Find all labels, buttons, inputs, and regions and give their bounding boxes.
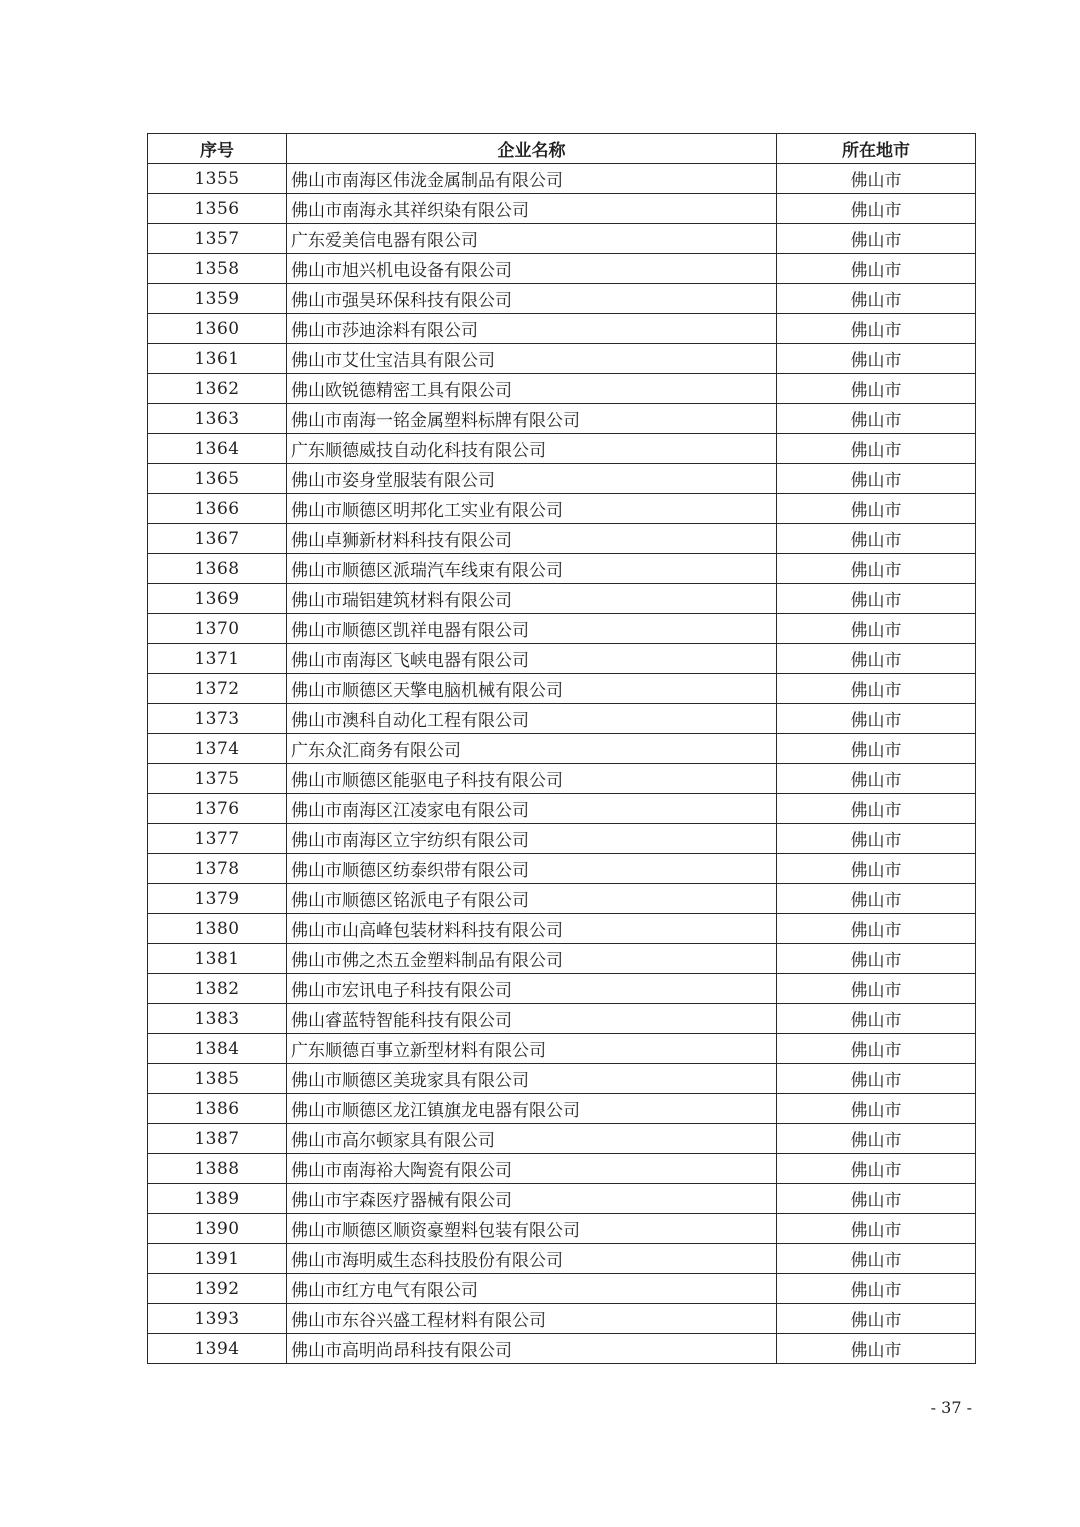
company-name-cell: 佛山市顺德区美珑家具有限公司 — [287, 1064, 777, 1094]
company-name-cell: 佛山市红方电气有限公司 — [287, 1274, 777, 1304]
city-cell: 佛山市 — [777, 1304, 976, 1334]
serial-number-cell: 1357 — [148, 224, 287, 254]
city-cell: 佛山市 — [777, 1034, 976, 1064]
city-cell: 佛山市 — [777, 1274, 976, 1304]
serial-number-cell: 1386 — [148, 1094, 287, 1124]
table-row — [148, 1184, 976, 1214]
city-cell: 佛山市 — [777, 1334, 976, 1364]
city-cell: 佛山市 — [777, 884, 976, 914]
table-row — [148, 674, 976, 704]
table-row — [148, 254, 976, 284]
serial-number-cell: 1356 — [148, 194, 287, 224]
company-name-cell: 佛山市顺德区派瑞汽车线束有限公司 — [287, 554, 777, 584]
table-row — [148, 824, 976, 854]
company-name-cell: 广东顺德百事立新型材料有限公司 — [287, 1034, 777, 1064]
serial-number-cell: 1375 — [148, 764, 287, 794]
serial-number-cell: 1364 — [148, 434, 287, 464]
serial-number-cell: 1379 — [148, 884, 287, 914]
table-row — [148, 1244, 976, 1274]
serial-number-cell: 1385 — [148, 1064, 287, 1094]
company-name-cell: 佛山市高明尚昂科技有限公司 — [287, 1334, 777, 1364]
table-row — [148, 194, 976, 224]
city-cell: 佛山市 — [777, 854, 976, 884]
company-name-cell: 佛山卓狮新材料科技有限公司 — [287, 524, 777, 554]
table-row — [148, 644, 976, 674]
serial-number-cell: 1360 — [148, 314, 287, 344]
table-row — [148, 1094, 976, 1124]
city-cell: 佛山市 — [777, 554, 976, 584]
company-name-cell: 佛山市瑞铝建筑材料有限公司 — [287, 584, 777, 614]
company-name-cell: 佛山市海明威生态科技股份有限公司 — [287, 1244, 777, 1274]
city-cell: 佛山市 — [777, 1064, 976, 1094]
company-name-cell: 广东爱美信电器有限公司 — [287, 224, 777, 254]
company-name-cell: 广东众汇商务有限公司 — [287, 734, 777, 764]
company-name-cell: 佛山市顺德区龙江镇旗龙电器有限公司 — [287, 1094, 777, 1124]
serial-number-cell: 1387 — [148, 1124, 287, 1154]
serial-number-cell: 1373 — [148, 704, 287, 734]
company-table — [147, 133, 976, 1364]
city-cell: 佛山市 — [777, 1124, 976, 1154]
company-name-cell: 佛山市佛之杰五金塑料制品有限公司 — [287, 944, 777, 974]
city-cell: 佛山市 — [777, 1004, 976, 1034]
table-header — [148, 134, 976, 164]
city-cell: 佛山市 — [777, 404, 976, 434]
serial-number-cell: 1393 — [148, 1304, 287, 1334]
city-cell: 佛山市 — [777, 374, 976, 404]
table-row — [148, 1064, 976, 1094]
table-row — [148, 314, 976, 344]
company-name-cell: 佛山市山高峰包装材料科技有限公司 — [287, 914, 777, 944]
company-name-cell: 佛山市顺德区纺泰织带有限公司 — [287, 854, 777, 884]
city-cell: 佛山市 — [777, 1094, 976, 1124]
serial-number-cell: 1392 — [148, 1274, 287, 1304]
serial-number-cell: 1388 — [148, 1154, 287, 1184]
serial-number-cell: 1376 — [148, 794, 287, 824]
serial-number-cell: 1359 — [148, 284, 287, 314]
company-name-cell: 佛山市南海一铭金属塑料标牌有限公司 — [287, 404, 777, 434]
company-name-cell: 佛山市强昊环保科技有限公司 — [287, 284, 777, 314]
company-name-cell: 佛山市高尔顿家具有限公司 — [287, 1124, 777, 1154]
header-row — [148, 134, 976, 164]
serial-number-cell: 1378 — [148, 854, 287, 884]
serial-number-cell: 1377 — [148, 824, 287, 854]
city-cell: 佛山市 — [777, 224, 976, 254]
table-row — [148, 434, 976, 464]
city-cell: 佛山市 — [777, 704, 976, 734]
serial-number-cell: 1374 — [148, 734, 287, 764]
serial-number-cell: 1394 — [148, 1334, 287, 1364]
table-row — [148, 794, 976, 824]
page-number: - 37 - — [930, 1398, 972, 1417]
company-name-cell: 佛山市顺德区能驱电子科技有限公司 — [287, 764, 777, 794]
serial-number-cell: 1362 — [148, 374, 287, 404]
table-row — [148, 374, 976, 404]
company-name-cell: 佛山市南海裕大陶瓷有限公司 — [287, 1154, 777, 1184]
city-cell: 佛山市 — [777, 314, 976, 344]
serial-number-cell: 1367 — [148, 524, 287, 554]
serial-number-cell: 1370 — [148, 614, 287, 644]
city-cell: 佛山市 — [777, 824, 976, 854]
city-cell: 佛山市 — [777, 764, 976, 794]
table-row — [148, 344, 976, 374]
table-row — [148, 584, 976, 614]
city-cell: 佛山市 — [777, 344, 976, 374]
city-cell: 佛山市 — [777, 464, 976, 494]
company-name-cell: 佛山市澳科自动化工程有限公司 — [287, 704, 777, 734]
city-cell: 佛山市 — [777, 944, 976, 974]
table-row — [148, 494, 976, 524]
serial-number-cell: 1355 — [148, 164, 287, 194]
serial-number-cell: 1366 — [148, 494, 287, 524]
table-row — [148, 1214, 976, 1244]
table-row — [148, 1004, 976, 1034]
table-row — [148, 284, 976, 314]
city-cell: 佛山市 — [777, 1244, 976, 1274]
header-city: 所在地市 — [777, 134, 976, 164]
serial-number-cell: 1382 — [148, 974, 287, 1004]
table-row — [148, 554, 976, 584]
city-cell: 佛山市 — [777, 794, 976, 824]
company-name-cell: 佛山市姿身堂服装有限公司 — [287, 464, 777, 494]
table-row — [148, 1334, 976, 1364]
company-name-cell: 佛山市顺德区顺资豪塑料包装有限公司 — [287, 1214, 777, 1244]
table-row — [148, 1154, 976, 1184]
header-company-name: 企业名称 — [287, 134, 777, 164]
city-cell: 佛山市 — [777, 524, 976, 554]
company-name-cell: 佛山市顺德区铭派电子有限公司 — [287, 884, 777, 914]
city-cell: 佛山市 — [777, 1184, 976, 1214]
city-cell: 佛山市 — [777, 974, 976, 1004]
table-row — [148, 884, 976, 914]
city-cell: 佛山市 — [777, 194, 976, 224]
city-cell: 佛山市 — [777, 674, 976, 704]
table-row — [148, 224, 976, 254]
table-row — [148, 164, 976, 194]
table-row — [148, 734, 976, 764]
company-name-cell: 佛山市南海永其祥织染有限公司 — [287, 194, 777, 224]
company-name-cell: 佛山市南海区伟泷金属制品有限公司 — [287, 164, 777, 194]
serial-number-cell: 1389 — [148, 1184, 287, 1214]
company-name-cell: 佛山市宇森医疗器械有限公司 — [287, 1184, 777, 1214]
table-row — [148, 1124, 976, 1154]
company-name-cell: 佛山市艾仕宝洁具有限公司 — [287, 344, 777, 374]
serial-number-cell: 1371 — [148, 644, 287, 674]
company-name-cell: 佛山市东谷兴盛工程材料有限公司 — [287, 1304, 777, 1334]
company-name-cell: 佛山市南海区飞峡电器有限公司 — [287, 644, 777, 674]
city-cell: 佛山市 — [777, 584, 976, 614]
city-cell: 佛山市 — [777, 1154, 976, 1184]
serial-number-cell: 1384 — [148, 1034, 287, 1064]
company-name-cell: 佛山市旭兴机电设备有限公司 — [287, 254, 777, 284]
table-row — [148, 854, 976, 884]
table-row — [148, 404, 976, 434]
serial-number-cell: 1369 — [148, 584, 287, 614]
city-cell: 佛山市 — [777, 914, 976, 944]
table-row — [148, 1274, 976, 1304]
serial-number-cell: 1380 — [148, 914, 287, 944]
city-cell: 佛山市 — [777, 494, 976, 524]
company-name-cell: 佛山市宏讯电子科技有限公司 — [287, 974, 777, 1004]
serial-number-cell: 1391 — [148, 1244, 287, 1274]
table-row — [148, 914, 976, 944]
city-cell: 佛山市 — [777, 734, 976, 764]
serial-number-cell: 1363 — [148, 404, 287, 434]
company-name-cell: 佛山市顺德区天擎电脑机械有限公司 — [287, 674, 777, 704]
header-serial-number: 序号 — [148, 134, 287, 164]
company-name-cell: 佛山市莎迪涂料有限公司 — [287, 314, 777, 344]
company-name-cell: 佛山市顺德区明邦化工实业有限公司 — [287, 494, 777, 524]
table-row — [148, 974, 976, 1004]
city-cell: 佛山市 — [777, 284, 976, 314]
company-name-cell: 广东顺德威技自动化科技有限公司 — [287, 434, 777, 464]
table-row — [148, 944, 976, 974]
table-row — [148, 704, 976, 734]
company-name-cell: 佛山市南海区立宇纺织有限公司 — [287, 824, 777, 854]
serial-number-cell: 1365 — [148, 464, 287, 494]
serial-number-cell: 1381 — [148, 944, 287, 974]
table-row — [148, 614, 976, 644]
city-cell: 佛山市 — [777, 614, 976, 644]
table-row — [148, 1304, 976, 1334]
company-name-cell: 佛山市顺德区凯祥电器有限公司 — [287, 614, 777, 644]
city-cell: 佛山市 — [777, 254, 976, 284]
city-cell: 佛山市 — [777, 434, 976, 464]
serial-number-cell: 1361 — [148, 344, 287, 374]
serial-number-cell: 1358 — [148, 254, 287, 284]
table-row — [148, 1034, 976, 1064]
table-row — [148, 764, 976, 794]
serial-number-cell: 1390 — [148, 1214, 287, 1244]
company-table-body — [148, 164, 976, 1364]
serial-number-cell: 1368 — [148, 554, 287, 584]
company-name-cell: 佛山市南海区江凌家电有限公司 — [287, 794, 777, 824]
city-cell: 佛山市 — [777, 164, 976, 194]
company-name-cell: 佛山睿蓝特智能科技有限公司 — [287, 1004, 777, 1034]
company-name-cell: 佛山欧锐德精密工具有限公司 — [287, 374, 777, 404]
serial-number-cell: 1372 — [148, 674, 287, 704]
table-row — [148, 464, 976, 494]
city-cell: 佛山市 — [777, 644, 976, 674]
table-row — [148, 524, 976, 554]
serial-number-cell: 1383 — [148, 1004, 287, 1034]
city-cell: 佛山市 — [777, 1214, 976, 1244]
